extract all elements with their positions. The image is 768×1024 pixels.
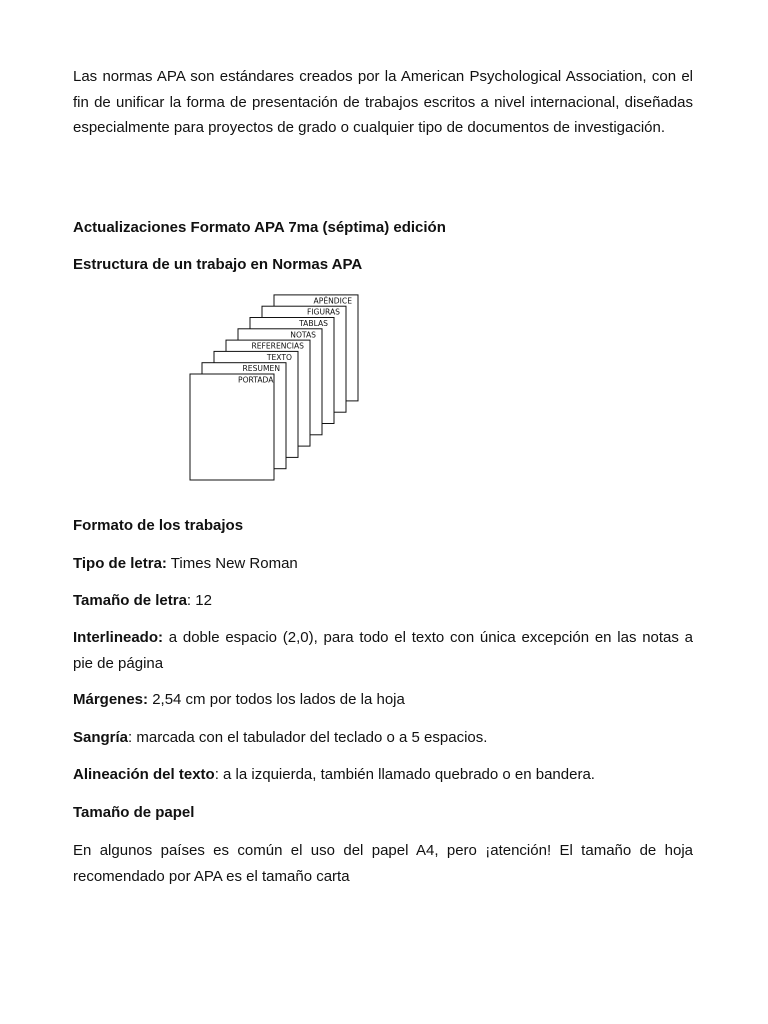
- line-spacing-label: Interlineado:: [73, 629, 164, 646]
- font-size-line: [73, 588, 693, 614]
- indent-line: [73, 725, 693, 751]
- sheet-label-texto: TEXTO: [266, 352, 292, 362]
- line-spacing-line: [73, 625, 693, 676]
- alignment-label: Alineación del texto: [73, 766, 215, 783]
- sheet-label-tablas: TABLAS: [299, 319, 328, 328]
- sheet-label-apendice: APÉNDICE: [313, 296, 352, 306]
- margins-line: [73, 687, 693, 713]
- sheet-label-referencias: REFERENCIAS: [251, 341, 304, 351]
- sheet-label-resumen: RESUMEN: [242, 364, 280, 374]
- font-size-value: : 12: [186, 592, 212, 609]
- paper-size-paragraph: En algunos países es común el uso del papel A4, pero ¡atención! El tamaño de hoja recomendado por APA es el tamaño carta: [73, 842, 693, 885]
- sheet-portada: [190, 374, 274, 480]
- heading-work-structure: Estructura de un trabajo en Normas APA: [73, 256, 363, 273]
- font-size-label: Tamaño de letra: [73, 592, 187, 609]
- alignment-value: : a la izquierda, también llamado quebrado o en bandera.: [214, 766, 595, 783]
- sheet-outline: [190, 374, 274, 480]
- margins-value: 2,54 cm por todos los lados de la hoja: [148, 691, 405, 708]
- sheet-label-figuras: FIGURAS: [306, 307, 340, 317]
- font-type-value: Times New Roman: [166, 555, 298, 572]
- intro-paragraph: Las normas APA son estándares creados por la American Psychological Association, con el fin de unificar la forma de presentación de trabajos escritos a nivel internacional, diseñadas especialmente para proyectos de grado o cualquier tipo de documentos de investigación.: [73, 68, 693, 136]
- alignment-line: [73, 762, 693, 788]
- indent-value: : marcada con el tabulador del teclado o a 5 espacios.: [128, 729, 488, 746]
- sheet-label-notas: NOTAS: [290, 330, 316, 340]
- heading-work-format: Formato de los trabajos: [73, 517, 244, 534]
- margins-label: Márgenes:: [73, 691, 149, 708]
- font-type-line: [73, 551, 693, 577]
- font-type-label: Tipo de letra:: [73, 555, 167, 572]
- line-spacing-value: a doble espacio (2,0), para todo el texto con única excepción en las notas a pie de página: [73, 629, 693, 672]
- sheet-label-portada: PORTADA: [238, 375, 274, 385]
- heading-paper-size: Tamaño de papel: [73, 804, 195, 821]
- indent-label: Sangría: [73, 729, 129, 746]
- heading-apa-updates: Actualizaciones Formato APA 7ma (séptima) edición: [73, 219, 446, 236]
- apa-structure-diagram: [186, 290, 376, 490]
